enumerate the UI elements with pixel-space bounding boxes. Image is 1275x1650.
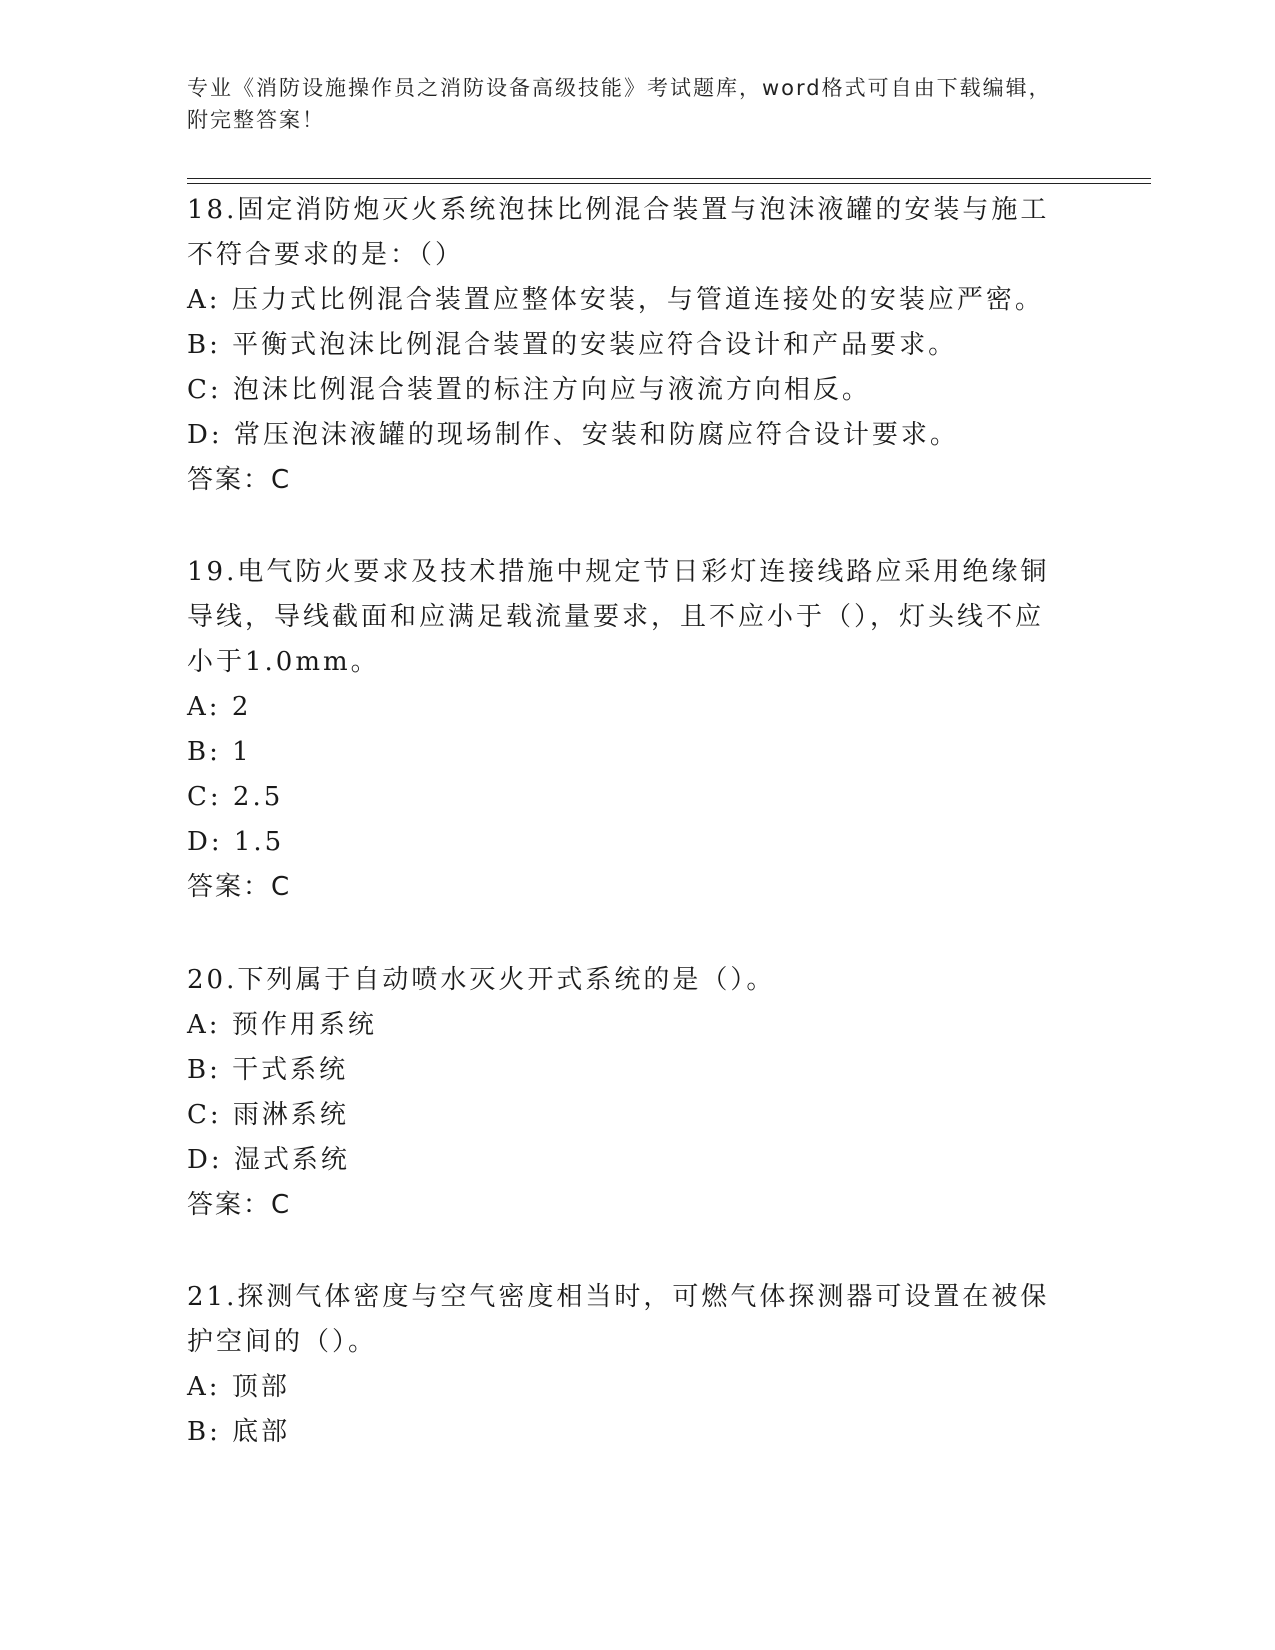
option-key: A: [187, 1372, 221, 1402]
question-19 [187, 550, 1067, 910]
option-key: A: [187, 1010, 221, 1040]
option-a [187, 1365, 1067, 1410]
question-stem: 21.探测气体密度与空气密度相当时，可燃气体探测器可设置在被保护空间的（）。 [187, 1282, 1050, 1357]
option-text: 常压泡沫液罐的现场制作、安装和防腐应符合设计要求。 [233, 420, 959, 450]
option-d [187, 820, 1067, 865]
option-text: 平衡式泡沫比例混合装置的安装应符合设计和产品要求。 [232, 330, 958, 360]
question-stem: 18.固定消防炮灭火系统泡抹比例混合装置与泡沫液罐的安装与施工不符合要求的是：（） [187, 195, 1050, 270]
option-c [187, 368, 1067, 413]
option-key: A: [187, 285, 221, 315]
answer: 答案：C [187, 872, 292, 902]
question-18 [187, 188, 1067, 503]
option-text: 湿式系统 [233, 1145, 350, 1175]
option-key: A: [187, 692, 221, 722]
answer: 答案：C [187, 1190, 292, 1220]
option-key: C: [187, 782, 222, 812]
option-text: 1 [232, 737, 252, 767]
option-text: 泡沫比例混合装置的标注方向应与液流方向相反。 [232, 375, 871, 405]
option-key: B: [187, 737, 221, 767]
option-b [187, 1048, 1067, 1093]
option-key: D: [187, 420, 223, 450]
option-c [187, 1093, 1067, 1138]
answer: 答案：C [187, 465, 292, 495]
option-d [187, 413, 1067, 458]
option-key: B: [187, 1417, 221, 1447]
option-text: 干式系统 [232, 1055, 349, 1085]
option-text: 2 [231, 692, 252, 722]
option-d [187, 1138, 1067, 1183]
option-key: D: [187, 1145, 223, 1175]
option-text: 顶部 [231, 1372, 290, 1402]
option-text: 雨淋系统 [232, 1100, 349, 1130]
option-text: 预作用系统 [231, 1010, 377, 1040]
option-text: 1.5 [233, 827, 285, 857]
question-stem: 20.下列属于自动喷水灭火开式系统的是（）。 [187, 965, 776, 995]
option-text: 2.5 [232, 782, 284, 812]
header-divider-double [187, 183, 1151, 184]
question-stem: 19.电气防火要求及技术措施中规定节日彩灯连接线路应采用绝缘铜导线，导线截面和应满足载流量要求，且不应小于（），灯头线不应小于1.0mm。 [187, 557, 1050, 677]
option-a [187, 685, 1067, 730]
option-c [187, 775, 1067, 820]
option-b [187, 1410, 1067, 1455]
document-header: 专业《消防设施操作员之消防设备高级技能》考试题库，word格式可自由下载编辑，附完整答案！ [187, 76, 1052, 132]
option-key: B: [187, 330, 221, 360]
option-a [187, 278, 1067, 323]
option-text: 压力式比例混合装置应整体安装，与管道连接处的安装应严密。 [231, 285, 1044, 315]
option-key: C: [187, 375, 222, 405]
option-a [187, 1003, 1067, 1048]
option-text: 底部 [232, 1417, 291, 1447]
question-20 [187, 958, 1067, 1228]
option-key: D: [187, 827, 223, 857]
header-divider [187, 178, 1151, 179]
option-b [187, 730, 1067, 775]
option-key: C: [187, 1100, 222, 1130]
option-b [187, 323, 1067, 368]
question-21 [187, 1275, 1067, 1455]
option-key: B: [187, 1055, 221, 1085]
